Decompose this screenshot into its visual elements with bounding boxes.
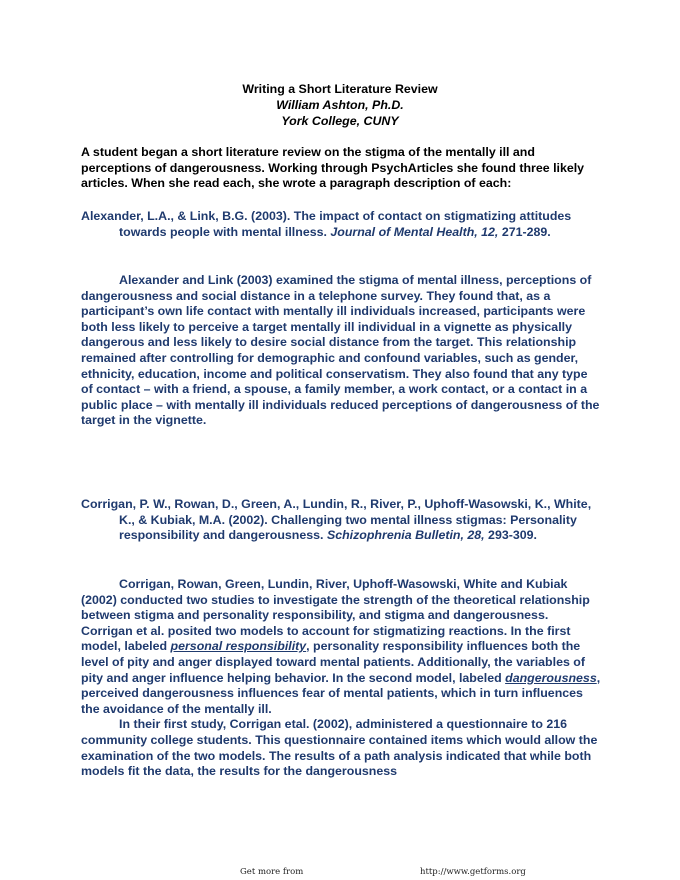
reference-text: Corrigan, P. W., Rowan, D., Green, A., Lundin, R., River, P., Uphoff-Wasowski, K., White, K., & Kubiak, M.A. (2002). Challenging two mental illness stigmas: Personality responsibility and dangerousness. [81, 497, 592, 543]
author-name: William Ashton, Ph.D. [276, 98, 404, 112]
summary-alexander: Alexander and Link (2003) examined the stigma of mental illness, perceptions of dangerousness and social distance in a telephone survey. They found that, as a participant’s own life contact with mentally ill individuals increased, participants were both less likely to perceive a target mentally ill individual in a vignette as physically dangerous and less likely to desire social distance from the target. This relationship remained after controlling for demographic and confound variables, such as gender, ethnicity, education, income and political conservatism. They also found that any type of contact – with a friend, a spouse, a family member, a work contact, or a contact in a public place – with mentally ill individuals reduced perceptions of dangerousness of the target in the vignette. [81, 273, 600, 428]
footer-link[interactable]: http://www.getforms.org [420, 867, 526, 877]
term-personal-responsibility: personal responsibility [170, 639, 307, 654]
summary-corrigan [81, 577, 601, 780]
footer-text: Get more from [240, 867, 304, 877]
reference-journal: Journal of Mental Health, 12, [330, 224, 499, 239]
text-segment: , personality responsibility influences both the level of pity and anger displayed toward mental patients. Additionally, the variables of pity and anger influence helping behavior. In the second model, labeled [81, 639, 585, 685]
term-dangerousness: dangerousness [505, 670, 597, 685]
summary-corrigan-paragraph-1 [81, 577, 601, 717]
reference-pages: 271-289. [498, 224, 551, 239]
document-title: Writing a Short Literature Review [242, 82, 438, 96]
reference-alexander [81, 209, 601, 240]
reference-journal: Schizophrenia Bulletin, 28, [326, 528, 485, 543]
document-header [0, 81, 680, 129]
text-segment: , perceived dangerousness influences fear of mental patients, which in turn influences the avoidance of the mentally ill. [81, 670, 601, 716]
reference-text: Alexander, L.A., & Link, B.G. (2003). The impact of contact on stigmatizing attitudes towards people with mental illness. [81, 209, 572, 239]
reference-pages: 293-309. [484, 528, 537, 543]
summary-corrigan-paragraph-2: In their first study, Corrigan etal. (2002), administered a questionnaire to 216 community college students. This questionnaire contained items which would allow the examination of the two models. The results of a path analysis indicated that while both models fit the data, the results for the dangerousness [81, 717, 598, 779]
text-segment: Corrigan, Rowan, Green, Lundin, River, Uphoff-Wasowski, White and Kubiak (2002) conducted two studies to investigate the strength of the theoretical relationship between stigma and personality responsibility, and stigma and dangerousness. Corrigan et al. posited two models to account for stigmatizing reactions. In the first model, labeled [81, 577, 590, 654]
author-institution: York College, CUNY [281, 114, 399, 128]
reference-corrigan [81, 497, 601, 544]
intro-paragraph: A student began a short literature review on the stigma of the mentally ill and perceptions of dangerousness. Working through PsychArticles she found three likely articles. When she read each, she wrote a paragraph description of each: [81, 145, 585, 191]
